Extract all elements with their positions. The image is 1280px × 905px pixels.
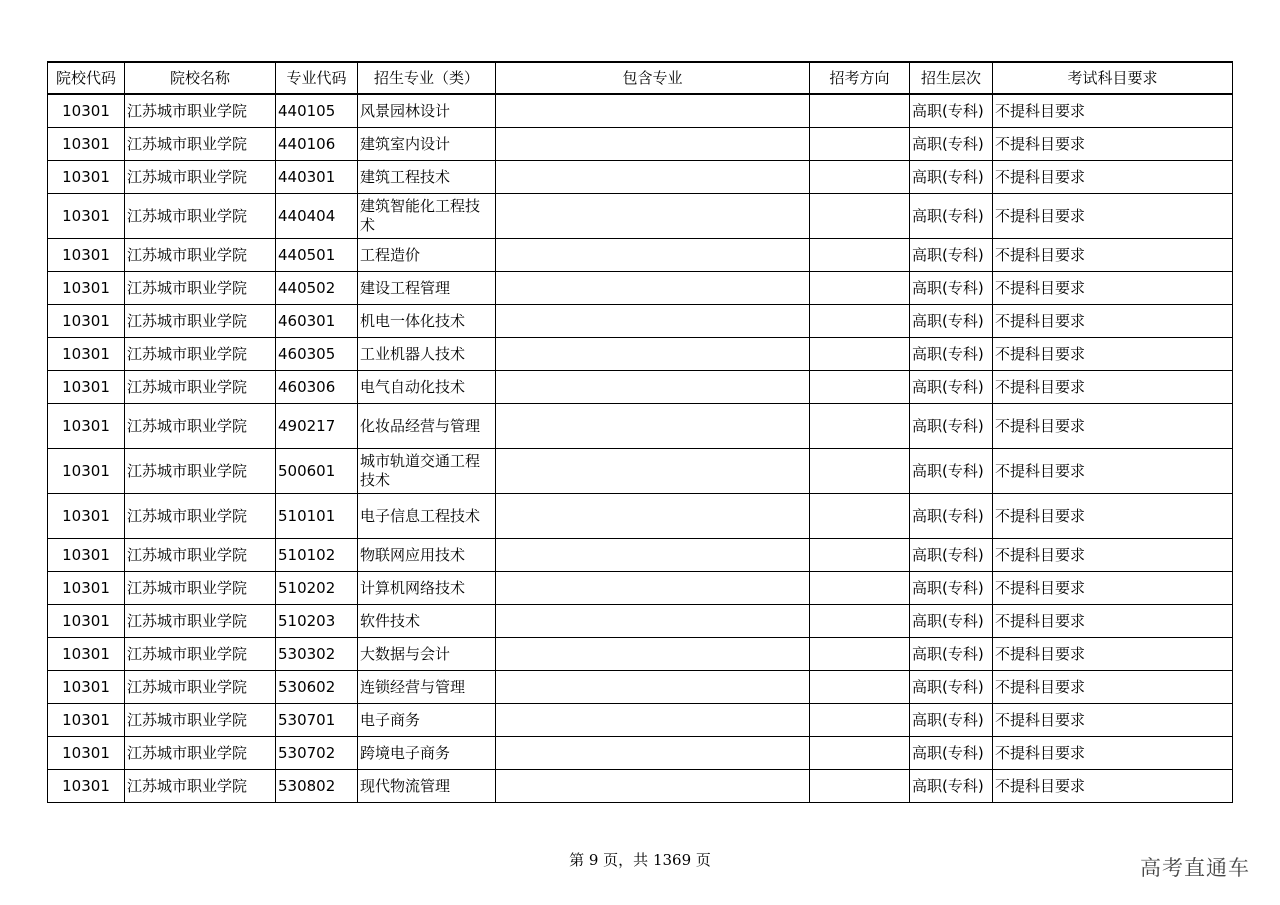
school-name-cell: 江苏城市职业学院	[125, 272, 276, 305]
level-cell: 高职(专科)	[910, 770, 993, 803]
requirement-cell: 不提科目要求	[993, 737, 1233, 770]
direction-cell	[810, 671, 910, 704]
school-code-cell: 10301	[48, 704, 125, 737]
requirement-cell: 不提科目要求	[993, 305, 1233, 338]
major-code-cell: 510101	[276, 494, 358, 539]
major-code-cell: 530302	[276, 638, 358, 671]
school-code-cell: 10301	[48, 305, 125, 338]
direction-cell	[810, 704, 910, 737]
header-includes: 包含专业	[496, 62, 810, 94]
school-name-cell: 江苏城市职业学院	[125, 371, 276, 404]
major-cell: 工程造价	[358, 239, 496, 272]
major-code-cell: 510202	[276, 572, 358, 605]
major-cell: 工业机器人技术	[358, 338, 496, 371]
requirement-cell: 不提科目要求	[993, 704, 1233, 737]
header-school-code: 院校代码	[48, 62, 125, 94]
school-code-cell: 10301	[48, 770, 125, 803]
direction-cell	[810, 305, 910, 338]
requirement-cell: 不提科目要求	[993, 194, 1233, 239]
level-cell: 高职(专科)	[910, 194, 993, 239]
school-name-cell: 江苏城市职业学院	[125, 539, 276, 572]
header-row	[48, 62, 1233, 94]
requirement-cell: 不提科目要求	[993, 94, 1233, 128]
school-name-cell: 江苏城市职业学院	[125, 404, 276, 449]
school-name-cell: 江苏城市职业学院	[125, 671, 276, 704]
school-code-cell: 10301	[48, 371, 125, 404]
major-cell: 风景园林设计	[358, 94, 496, 128]
major-code-cell: 460301	[276, 305, 358, 338]
direction-cell	[810, 272, 910, 305]
direction-cell	[810, 128, 910, 161]
table-row	[48, 338, 1233, 371]
includes-cell	[496, 94, 810, 128]
header-requirement: 考试科目要求	[993, 62, 1233, 94]
requirement-cell: 不提科目要求	[993, 128, 1233, 161]
major-code-cell: 440404	[276, 194, 358, 239]
requirement-cell: 不提科目要求	[993, 338, 1233, 371]
major-code-cell: 500601	[276, 449, 358, 494]
table-row	[48, 161, 1233, 194]
major-cell: 电气自动化技术	[358, 371, 496, 404]
table-row	[48, 770, 1233, 803]
school-code-cell: 10301	[48, 539, 125, 572]
level-cell: 高职(专科)	[910, 494, 993, 539]
level-cell: 高职(专科)	[910, 305, 993, 338]
school-code-cell: 10301	[48, 404, 125, 449]
requirement-cell: 不提科目要求	[993, 449, 1233, 494]
direction-cell	[810, 404, 910, 449]
includes-cell	[496, 161, 810, 194]
table-row	[48, 305, 1233, 338]
school-code-cell: 10301	[48, 605, 125, 638]
major-cell: 大数据与会计	[358, 638, 496, 671]
school-code-cell: 10301	[48, 272, 125, 305]
level-cell: 高职(专科)	[910, 404, 993, 449]
includes-cell	[496, 704, 810, 737]
school-code-cell: 10301	[48, 338, 125, 371]
major-cell: 化妆品经营与管理	[358, 404, 496, 449]
includes-cell	[496, 638, 810, 671]
requirement-cell: 不提科目要求	[993, 605, 1233, 638]
major-cell: 跨境电子商务	[358, 737, 496, 770]
school-name-cell: 江苏城市职业学院	[125, 161, 276, 194]
major-cell: 建设工程管理	[358, 272, 496, 305]
direction-cell	[810, 239, 910, 272]
level-cell: 高职(专科)	[910, 272, 993, 305]
school-name-cell: 江苏城市职业学院	[125, 449, 276, 494]
major-cell: 建筑工程技术	[358, 161, 496, 194]
includes-cell	[496, 572, 810, 605]
table-row	[48, 638, 1233, 671]
direction-cell	[810, 737, 910, 770]
requirement-cell: 不提科目要求	[993, 239, 1233, 272]
includes-cell	[496, 494, 810, 539]
includes-cell	[496, 338, 810, 371]
table-row	[48, 239, 1233, 272]
level-cell: 高职(专科)	[910, 572, 993, 605]
table-body	[48, 94, 1233, 803]
level-cell: 高职(专科)	[910, 449, 993, 494]
table-row	[48, 194, 1233, 239]
table-row	[48, 737, 1233, 770]
school-code-cell: 10301	[48, 94, 125, 128]
includes-cell	[496, 371, 810, 404]
school-code-cell: 10301	[48, 161, 125, 194]
school-code-cell: 10301	[48, 128, 125, 161]
school-code-cell: 10301	[48, 638, 125, 671]
direction-cell	[810, 605, 910, 638]
school-code-cell: 10301	[48, 671, 125, 704]
major-cell: 连锁经营与管理	[358, 671, 496, 704]
direction-cell	[810, 161, 910, 194]
school-name-cell: 江苏城市职业学院	[125, 737, 276, 770]
header-level: 招生层次	[910, 62, 993, 94]
major-code-cell: 460306	[276, 371, 358, 404]
requirement-cell: 不提科目要求	[993, 161, 1233, 194]
admissions-table	[47, 61, 1233, 803]
requirement-cell: 不提科目要求	[993, 404, 1233, 449]
school-name-cell: 江苏城市职业学院	[125, 239, 276, 272]
table-row	[48, 128, 1233, 161]
includes-cell	[496, 449, 810, 494]
level-cell: 高职(专科)	[910, 737, 993, 770]
school-code-cell: 10301	[48, 194, 125, 239]
direction-cell	[810, 770, 910, 803]
level-cell: 高职(专科)	[910, 128, 993, 161]
direction-cell	[810, 494, 910, 539]
major-cell: 建筑室内设计	[358, 128, 496, 161]
includes-cell	[496, 539, 810, 572]
school-name-cell: 江苏城市职业学院	[125, 704, 276, 737]
school-name-cell: 江苏城市职业学院	[125, 572, 276, 605]
major-code-cell: 510102	[276, 539, 358, 572]
requirement-cell: 不提科目要求	[993, 371, 1233, 404]
major-code-cell: 530701	[276, 704, 358, 737]
header-direction: 招考方向	[810, 62, 910, 94]
direction-cell	[810, 94, 910, 128]
includes-cell	[496, 128, 810, 161]
includes-cell	[496, 770, 810, 803]
major-cell: 现代物流管理	[358, 770, 496, 803]
major-code-cell: 460305	[276, 338, 358, 371]
level-cell: 高职(专科)	[910, 605, 993, 638]
school-code-cell: 10301	[48, 572, 125, 605]
major-cell: 机电一体化技术	[358, 305, 496, 338]
level-cell: 高职(专科)	[910, 671, 993, 704]
direction-cell	[810, 338, 910, 371]
direction-cell	[810, 638, 910, 671]
major-cell: 建筑智能化工程技术	[358, 194, 496, 239]
school-code-cell: 10301	[48, 494, 125, 539]
level-cell: 高职(专科)	[910, 161, 993, 194]
school-name-cell: 江苏城市职业学院	[125, 94, 276, 128]
table-row	[48, 94, 1233, 128]
school-name-cell: 江苏城市职业学院	[125, 128, 276, 161]
table-row	[48, 371, 1233, 404]
requirement-cell: 不提科目要求	[993, 770, 1233, 803]
major-code-cell: 530802	[276, 770, 358, 803]
requirement-cell: 不提科目要求	[993, 494, 1233, 539]
major-code-cell: 530702	[276, 737, 358, 770]
level-cell: 高职(专科)	[910, 539, 993, 572]
requirement-cell: 不提科目要求	[993, 671, 1233, 704]
major-code-cell: 440106	[276, 128, 358, 161]
table-row	[48, 449, 1233, 494]
school-code-cell: 10301	[48, 449, 125, 494]
table-row	[48, 404, 1233, 449]
table-row	[48, 671, 1233, 704]
school-code-cell: 10301	[48, 239, 125, 272]
school-name-cell: 江苏城市职业学院	[125, 338, 276, 371]
major-cell: 城市轨道交通工程技术	[358, 449, 496, 494]
includes-cell	[496, 305, 810, 338]
direction-cell	[810, 572, 910, 605]
school-name-cell: 江苏城市职业学院	[125, 305, 276, 338]
requirement-cell: 不提科目要求	[993, 638, 1233, 671]
level-cell: 高职(专科)	[910, 371, 993, 404]
table-row	[48, 272, 1233, 305]
major-code-cell: 440502	[276, 272, 358, 305]
requirement-cell: 不提科目要求	[993, 539, 1233, 572]
major-code-cell: 440501	[276, 239, 358, 272]
major-cell: 计算机网络技术	[358, 572, 496, 605]
table-row	[48, 539, 1233, 572]
header-major: 招生专业（类）	[358, 62, 496, 94]
includes-cell	[496, 272, 810, 305]
includes-cell	[496, 239, 810, 272]
direction-cell	[810, 539, 910, 572]
school-name-cell: 江苏城市职业学院	[125, 638, 276, 671]
table-row	[48, 605, 1233, 638]
direction-cell	[810, 371, 910, 404]
watermark: 高考直通车	[1140, 856, 1250, 880]
includes-cell	[496, 671, 810, 704]
major-code-cell: 440105	[276, 94, 358, 128]
requirement-cell: 不提科目要求	[993, 572, 1233, 605]
page-footer: 第 9 页，共 1369 页	[569, 851, 711, 869]
level-cell: 高职(专科)	[910, 338, 993, 371]
major-cell: 电子商务	[358, 704, 496, 737]
table-row	[48, 704, 1233, 737]
school-name-cell: 江苏城市职业学院	[125, 605, 276, 638]
level-cell: 高职(专科)	[910, 638, 993, 671]
level-cell: 高职(专科)	[910, 239, 993, 272]
includes-cell	[496, 194, 810, 239]
major-cell: 物联网应用技术	[358, 539, 496, 572]
requirement-cell: 不提科目要求	[993, 272, 1233, 305]
school-name-cell: 江苏城市职业学院	[125, 770, 276, 803]
school-name-cell: 江苏城市职业学院	[125, 194, 276, 239]
school-name-cell: 江苏城市职业学院	[125, 494, 276, 539]
table-row	[48, 572, 1233, 605]
level-cell: 高职(专科)	[910, 704, 993, 737]
includes-cell	[496, 737, 810, 770]
major-cell: 电子信息工程技术	[358, 494, 496, 539]
major-code-cell: 510203	[276, 605, 358, 638]
header-school-name: 院校名称	[125, 62, 276, 94]
level-cell: 高职(专科)	[910, 94, 993, 128]
direction-cell	[810, 449, 910, 494]
table-row	[48, 494, 1233, 539]
major-code-cell: 440301	[276, 161, 358, 194]
major-code-cell: 490217	[276, 404, 358, 449]
includes-cell	[496, 605, 810, 638]
school-code-cell: 10301	[48, 737, 125, 770]
direction-cell	[810, 194, 910, 239]
includes-cell	[496, 404, 810, 449]
major-code-cell: 530602	[276, 671, 358, 704]
major-cell: 软件技术	[358, 605, 496, 638]
header-major-code: 专业代码	[276, 62, 358, 94]
